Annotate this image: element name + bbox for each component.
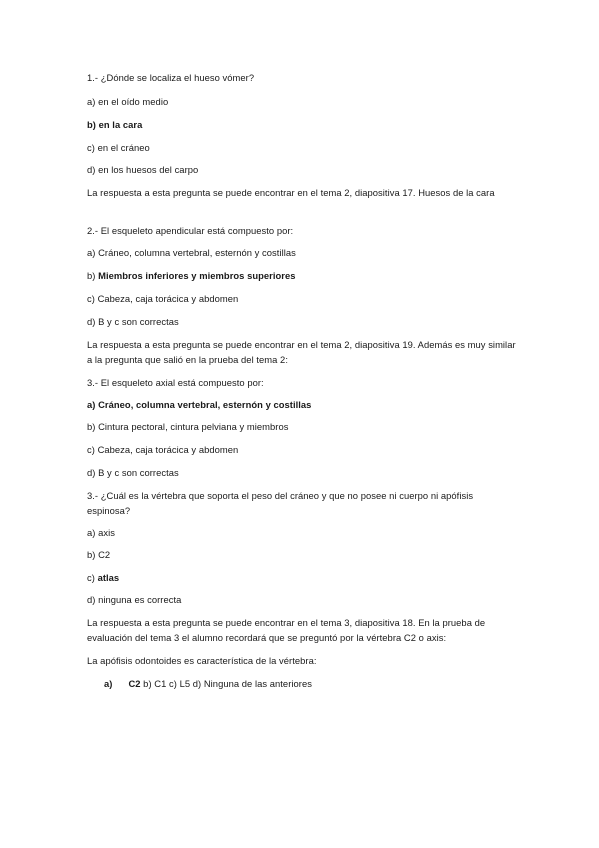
q3b-option-c	[87, 570, 517, 585]
q3a-question: 3.- El esqueleto axial está compuesto por:	[87, 377, 264, 388]
q4-answer-bold: C2	[128, 678, 141, 689]
q1-question: 1.- ¿Dónde se localiza el hueso vómer?	[87, 72, 255, 83]
q2-option-d: d) B y c son correctas	[87, 316, 179, 327]
q3b-option-c-answer: atlas	[97, 572, 120, 583]
q1-option-c: c) en el cráneo	[87, 142, 150, 153]
q3b-question: 3.- ¿Cuál es la vértebra que soporta el peso del cráneo y que no posee ni cuerpo ni apófisis espinosa?	[87, 490, 474, 516]
q1-option-d: d) en los huesos del carpo	[87, 164, 199, 175]
q3b-option-b: b) C2	[87, 549, 111, 560]
q3a-option-d: d) B y c son correctas	[87, 467, 179, 478]
q3a-option-b: b) Cintura pectoral, cintura pelviana y miembros	[87, 421, 289, 432]
q4-answer-line	[104, 676, 534, 691]
q2-option-c: c) Cabeza, caja torácica y abdomen	[87, 293, 239, 304]
q4-question: La apófisis odontoides es característica de la vértebra:	[87, 655, 317, 666]
q2-option-b	[87, 268, 517, 283]
q4-answer-rest: b) C1 c) L5 d) Ninguna de las anteriores	[140, 678, 312, 689]
q3a-option-c: c) Cabeza, caja torácica y abdomen	[87, 444, 239, 455]
q1-option-b: b) en la cara	[87, 119, 143, 130]
q4-marker: a)	[104, 678, 113, 689]
q3b-note: La respuesta a esta pregunta se puede encontrar en el tema 3, diapositiva 18. En la prueba de evaluación del tema 3 el alumno recordará que se preguntó por la vértebra C2 o axis:	[87, 617, 486, 643]
q2-option-b-answer: Miembros inferiores y miembros superiores	[98, 270, 296, 281]
q1-note: La respuesta a esta pregunta se puede encontrar en el tema 2, diapositiva 17. Huesos de la cara	[87, 187, 495, 198]
q3b-option-c-prefix: c)	[87, 572, 98, 583]
q3b-option-d: d) ninguna es correcta	[87, 594, 182, 605]
q3a-option-a: a) Cráneo, columna vertebral, esternón y costillas	[87, 399, 312, 410]
q2-note: La respuesta a esta pregunta se puede encontrar en el tema 2, diapositiva 19. Además es muy similar a la pregunta que salió en la prueba del tema 2:	[87, 339, 516, 365]
q1-option-a: a) en el oído medio	[87, 96, 169, 107]
q2-option-b-prefix: b)	[87, 270, 99, 281]
q2-option-a: a) Cráneo, columna vertebral, esternón y costillas	[87, 247, 296, 258]
q3b-option-a: a) axis	[87, 527, 115, 538]
q2-question: 2.- El esqueleto apendicular está compuesto por:	[87, 225, 294, 236]
